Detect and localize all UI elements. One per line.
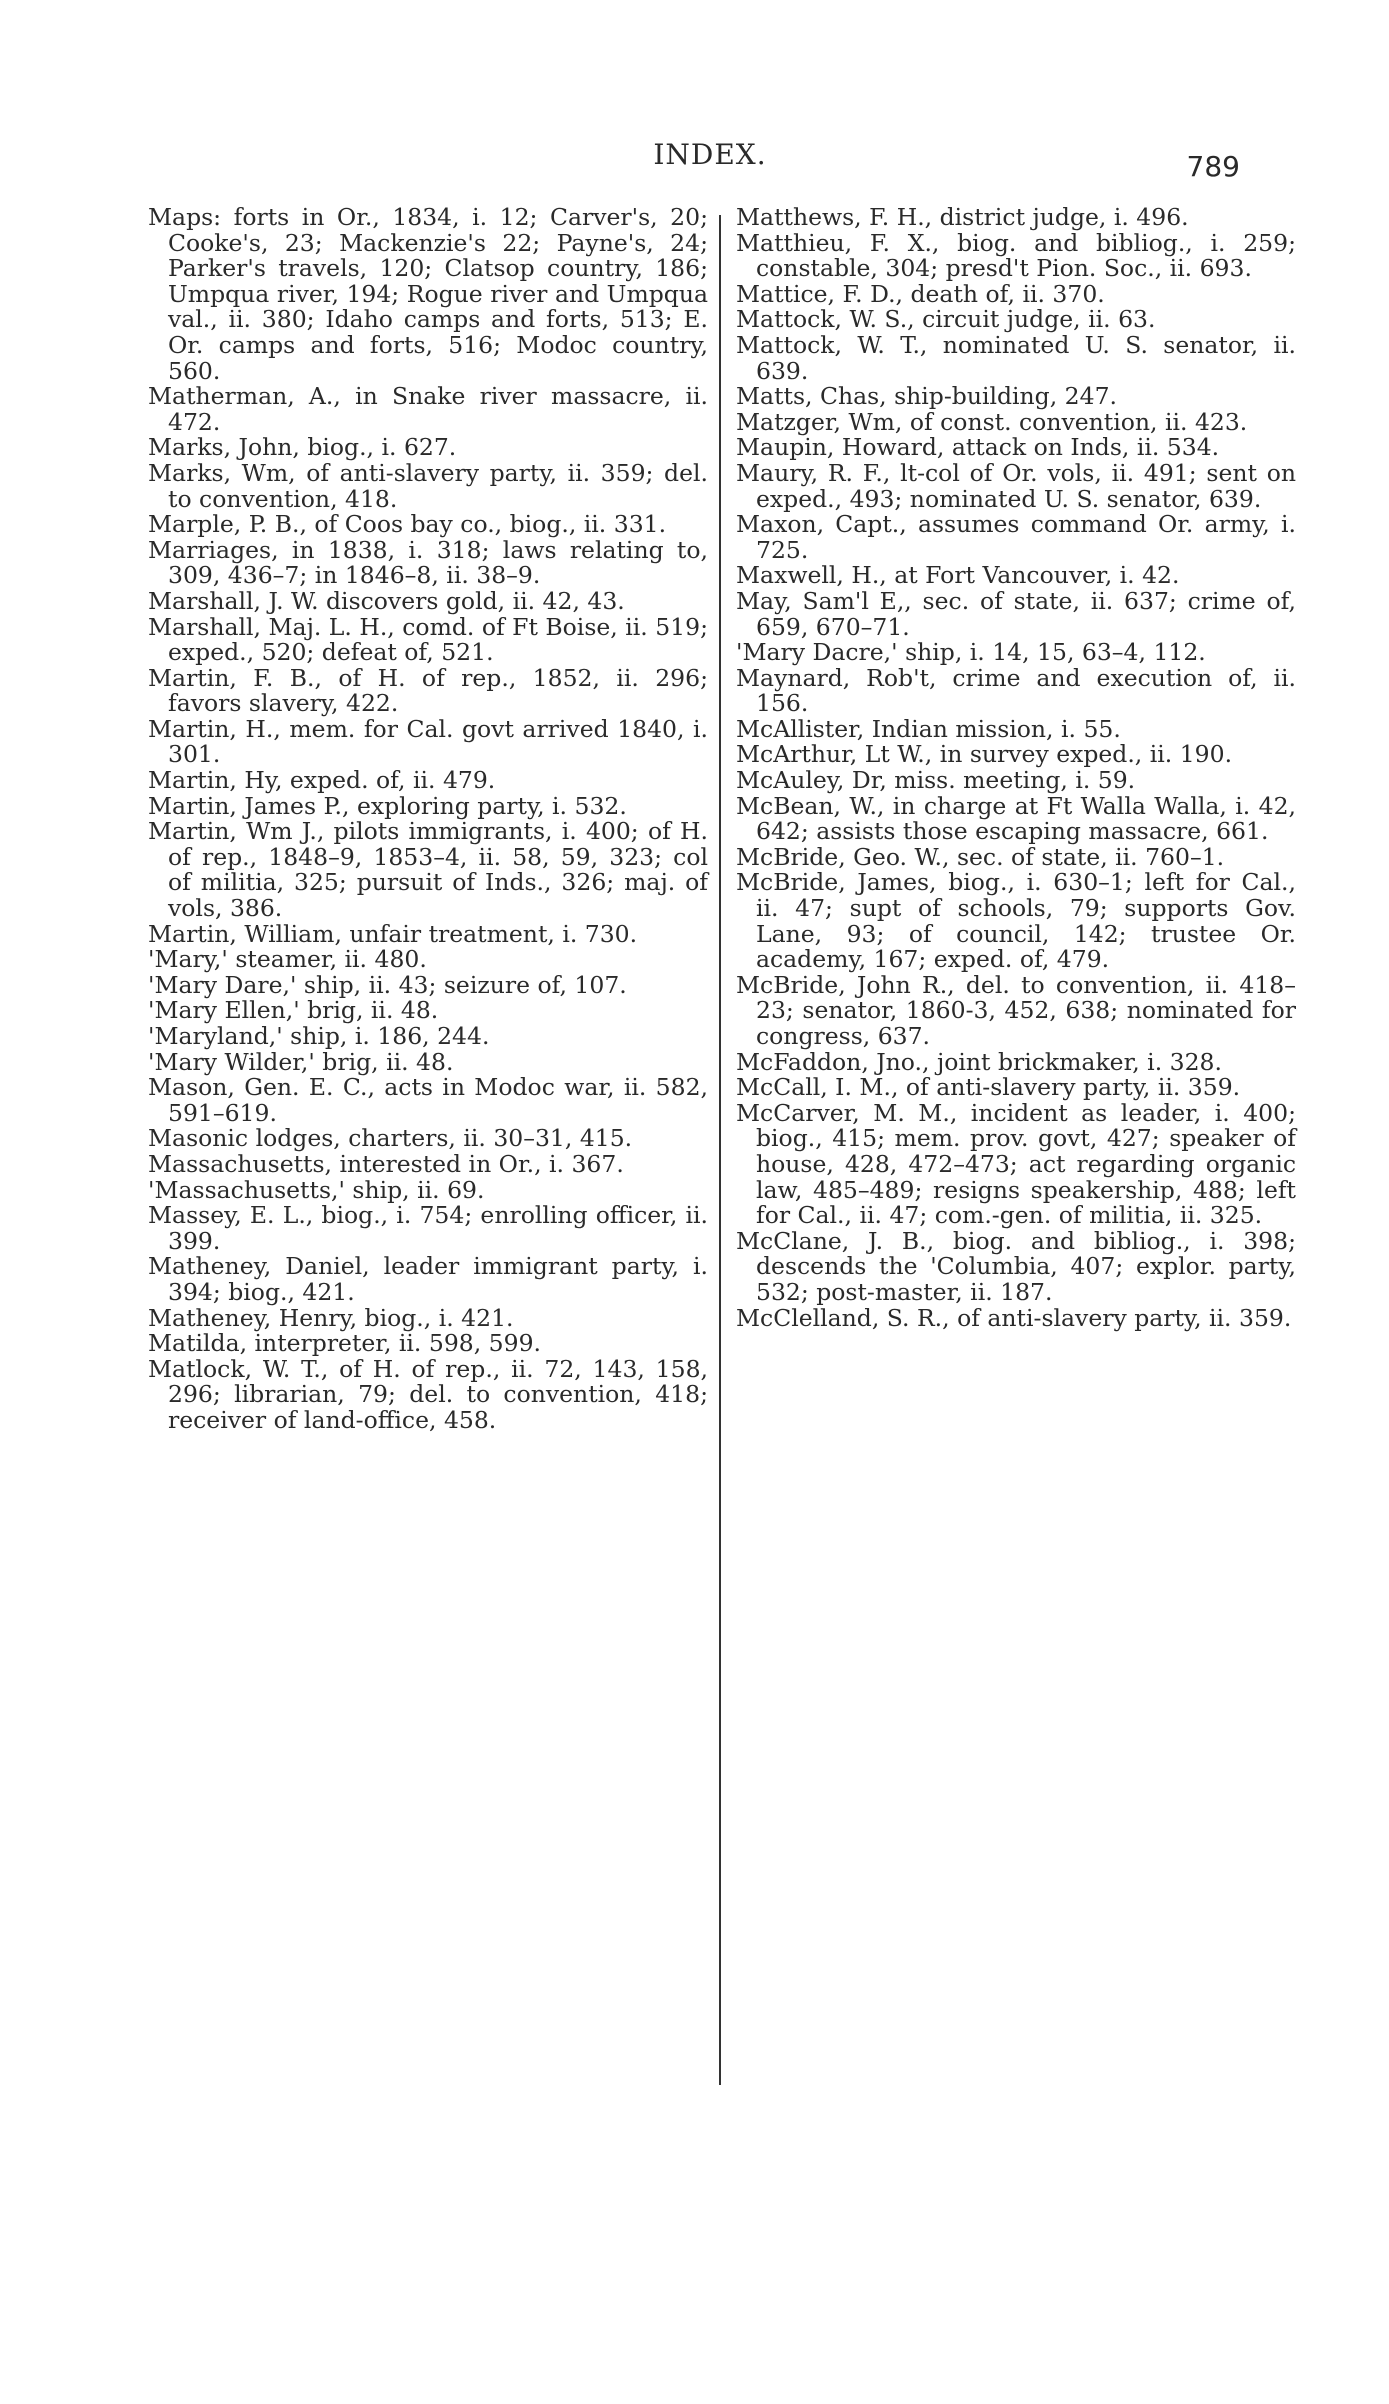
index-entry: Matilda, interpreter, ii. 598, 599. [148, 1329, 541, 1358]
index-entry: Matheney, Henry, biog., i. 421. [148, 1303, 514, 1332]
index-entry: 'Mary Dacre,' ship, i. 14, 15, 63–4, 112. [736, 638, 1206, 667]
index-entry: Marshall, Maj. L. H., comd. of Ft Boise, ii. 519; exped., 520; defeat of, 521. [148, 612, 708, 667]
index-entry: Matthieu, F. X., biog. and bibliog., i. 259; constable, 304; presd't Pion. Soc., ii. 693. [736, 228, 1296, 283]
index-entry: Martin, William, unfair treatment, i. 730. [148, 919, 638, 948]
index-entry: Marple, P. B., of Coos bay co., biog., ii. 331. [148, 510, 667, 539]
index-entry: Martin, H., mem. for Cal. govt arrived 1840, i. 301. [148, 714, 708, 769]
index-entry: Marriages, in 1838, i. 318; laws relating to, 309, 436–7; in 1846–8, ii. 38–9. [148, 535, 708, 590]
page-title: INDEX. [653, 138, 767, 171]
index-entry: 'Mary Dare,' ship, ii. 43; seizure of, 107. [148, 970, 627, 999]
index-entry: Maupin, Howard, attack on Inds, ii. 534. [736, 433, 1220, 462]
index-entry: Masonic lodges, charters, ii. 30–31, 415. [148, 1124, 633, 1153]
index-entry: Massachusetts, interested in Or., i. 367. [148, 1149, 624, 1178]
index-entry: Maxon, Capt., assumes command Or. army, i. 725. [736, 510, 1296, 564]
index-entry: McBean, W., in charge at Ft Walla Walla, i. 42, 642; assists those escaping massacre, 661. [736, 791, 1296, 846]
index-entry: Martin, Hy, exped. of, ii. 479. [148, 766, 496, 795]
index-entry: Maury, R. F., lt-col of Or. vols, ii. 491; sent on exped., 493; nominated U. S. senator, 639. [736, 458, 1296, 513]
index-entry: Matlock, W. T., of H. of rep., ii. 72, 143, 158, 296; librarian, 79; del. to convention, 418; receiver of land-office, 458. [148, 1354, 708, 1434]
index-entry: McBride, James, biog., i. 630–1; left for Cal., ii. 47; supt of schools, 79; supports Gov. Lane, 93; of council, 142; trustee Or. academy, 167; exped. of, 479. [736, 868, 1296, 974]
index-entry: Mattock, W. S., circuit judge, ii. 63. [736, 305, 1156, 334]
index-entry: McCarver, M. M., incident as leader, i. 400; biog., 415; mem. prov. govt, 427; speaker of house, 428, 472–473; act regarding organic law, 485–489; resigns speakership, 488; left for Cal., ii. 47; com.-gen. of militia, ii. 325. [736, 1098, 1296, 1230]
index-entry: Matthews, F. H., district judge, i. 496. [736, 203, 1189, 231]
index-entry: 'Massachusetts,' ship, ii. 69. [148, 1175, 485, 1204]
index-entry: Maynard, Rob't, crime and execution of, ii. 156. [736, 663, 1296, 718]
index-entry: Marks, Wm, of anti-slavery party, ii. 359; del. to convention, 418. [148, 458, 708, 513]
index-entry: McCall, I. M., of anti-slavery party, ii. 359. [736, 1073, 1241, 1102]
index-column-right [736, 205, 1296, 1331]
index-entry: McAuley, Dr, miss. meeting, i. 59. [736, 766, 1136, 795]
index-entry: Massey, E. L., biog., i. 754; enrolling officer, ii. 399. [148, 1201, 708, 1255]
index-entry: McAllister, Indian mission, i. 55. [736, 714, 1121, 743]
index-entry: Mason, Gen. E. C., acts in Modoc war, ii. 582, 591–619. [148, 1073, 708, 1127]
column-divider [719, 215, 721, 2085]
index-entry: Matzger, Wm, of const. convention, ii. 423. [736, 407, 1248, 436]
index-entry: McFaddon, Jno., joint brickmaker, i. 328. [736, 1047, 1222, 1076]
index-entry: Martin, F. B., of H. of rep., 1852, ii. 296; favors slavery, 422. [148, 663, 708, 718]
index-column-left [148, 205, 708, 1434]
index-entry: Maxwell, H., at Fort Vancouver, i. 42. [736, 561, 1180, 590]
index-entry: McClane, J. B., biog. and bibliog., i. 398; descends the 'Columbia, 407; explor. party, 532; post-master, ii. 187. [736, 1226, 1296, 1306]
index-entry: Matheney, Daniel, leader immigrant party, i. 394; biog., 421. [148, 1252, 708, 1306]
index-entry: Matts, Chas, ship-building, 247. [736, 382, 1117, 411]
index-entry: Maps: forts in Or., 1834, i. 12; Carver's, 20; Cooke's, 23; Mackenzie's 22; Payne's, 24; Parker's travels, 120; Clatsop country, 186; Umpqua river, 194; Rogue river and Umpqua val., ii. 380; Idaho camps and forts, 513; E. Or. camps and forts, 516; Modoc country, 560. [148, 203, 708, 385]
index-entry: McClelland, S. R., of anti-slavery party, ii. 359. [736, 1303, 1292, 1332]
index-entry: Mattock, W. T., nominated U. S. senator, ii. 639. [736, 330, 1296, 385]
index-entry: May, Sam'l E,, sec. of state, ii. 637; crime of, 659, 670–71. [736, 586, 1296, 641]
index-entry: Martin, Wm J., pilots immigrants, i. 400; of H. of rep., 1848–9, 1853–4, ii. 58, 59, 323; col of militia, 325; pursuit of Inds., 326; maj. of vols, 386. [148, 817, 708, 923]
index-entry: 'Mary,' steamer, ii. 480. [148, 945, 427, 974]
index-entry: McBride, John R., del. to convention, ii. 418–23; senator, 1860-3, 452, 638; nominated for congress, 637. [736, 970, 1296, 1050]
index-entry: Martin, James P., exploring party, i. 532. [148, 791, 627, 820]
index-entry: 'Maryland,' ship, i. 186, 244. [148, 1022, 490, 1050]
running-head [140, 138, 1280, 183]
index-entry: Marshall, J. W. discovers gold, ii. 42, 43. [148, 586, 625, 615]
index-entry: Mattice, F. D., death of, ii. 370. [736, 279, 1105, 308]
index-entry: McArthur, Lt W., in survey exped., ii. 190. [736, 740, 1233, 769]
index-entry: 'Mary Ellen,' brig, ii. 48. [148, 996, 439, 1025]
index-entry: McBride, Geo. W., sec. of state, ii. 760–1. [736, 842, 1225, 871]
index-entry: Marks, John, biog., i. 627. [148, 433, 457, 462]
index-entry: 'Mary Wilder,' brig, ii. 48. [148, 1047, 454, 1076]
index-entry: Matherman, A., in Snake river massacre, ii. 472. [148, 382, 708, 436]
page-number: 789 [1186, 150, 1240, 183]
